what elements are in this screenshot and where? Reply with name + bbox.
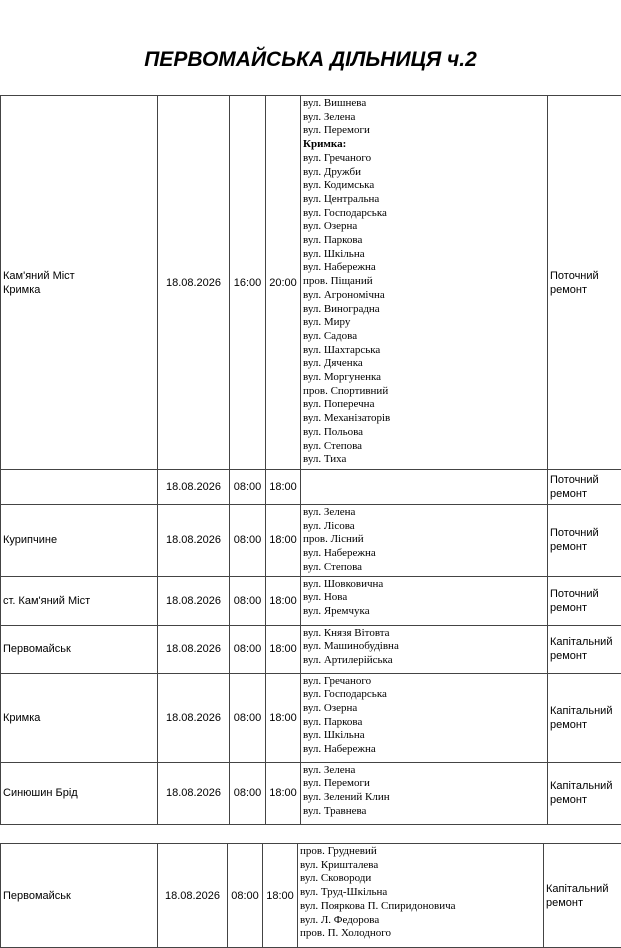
street-item: пров. Спортивний: [303, 385, 545, 399]
streets-cell: [301, 470, 548, 505]
streets-cell: [298, 844, 544, 948]
street-item: вул. Перемоги: [303, 777, 545, 791]
work-type-cell: [548, 673, 621, 762]
schedule-table-continued: [0, 843, 621, 948]
street-item: вул. Набережна: [303, 547, 545, 561]
end-time-cell: 18:00: [266, 625, 301, 673]
street-item: вул. Агрономічна: [303, 289, 545, 303]
date-cell: 18.08.2026: [158, 96, 230, 470]
end-time-cell: 20:00: [266, 96, 301, 470]
settlement-cell: [1, 470, 158, 505]
work-type-text: Поточний: [550, 526, 621, 540]
street-item: вул. Шкільна: [303, 729, 545, 743]
street-item: вул. Перемоги: [303, 124, 545, 138]
street-item: вул. Шкільна: [303, 248, 545, 262]
table-row: [1, 673, 621, 762]
settlement-cell: [1, 762, 158, 824]
street-item: вул. Набережна: [303, 261, 545, 275]
street-item: вул. Яремчука: [303, 605, 545, 619]
start-time-cell: 08:00: [228, 844, 263, 948]
street-item: Кримка:: [303, 138, 545, 152]
street-item: пров. Лісний: [303, 533, 545, 547]
start-time-cell: 16:00: [230, 96, 266, 470]
start-time-cell: 08:00: [230, 625, 266, 673]
street-item: вул. Механізаторів: [303, 412, 545, 426]
street-item: вул. Центральна: [303, 193, 545, 207]
street-item: вул. Сковороди: [300, 872, 541, 886]
start-time-cell: 08:00: [230, 576, 266, 625]
work-type-text: ремонт: [550, 487, 621, 501]
street-item: вул. Кришталева: [300, 859, 541, 873]
street-item: вул. Зелена: [303, 764, 545, 778]
table-row: [1, 96, 621, 470]
work-type-text: Поточний: [550, 269, 621, 283]
date-cell: 18.08.2026: [158, 625, 230, 673]
street-item: вул. Виноградна: [303, 303, 545, 317]
work-type-cell: [548, 470, 621, 505]
work-type-text: ремонт: [550, 649, 621, 663]
street-item: пров. Грудневий: [300, 845, 541, 859]
start-time-cell: 08:00: [230, 505, 266, 577]
street-item: вул. Шовковична: [303, 578, 545, 592]
street-item: вул. Садова: [303, 330, 545, 344]
street-item: вул. Л. Федорова: [300, 914, 541, 928]
work-type-text: Капітальний: [550, 779, 621, 793]
street-item: вул. Озерна: [303, 702, 545, 716]
streets-cell: [301, 762, 548, 824]
settlement-name: Кам'яний Міст: [3, 269, 155, 283]
table-row: [1, 625, 621, 673]
start-time-cell: 08:00: [230, 673, 266, 762]
work-type-text: Поточний: [550, 473, 621, 487]
date-cell: 18.08.2026: [158, 576, 230, 625]
street-item: вул. Пояркова П. Спиридоновича: [300, 900, 541, 914]
street-item: вул. Поперечна: [303, 398, 545, 412]
street-item: вул. Паркова: [303, 716, 545, 730]
streets-cell: [301, 96, 548, 470]
work-type-cell: [548, 762, 621, 824]
settlement-name: Синюшин Брід: [3, 786, 155, 800]
street-item: вул. Зелена: [303, 506, 545, 520]
street-item: вул. Польова: [303, 426, 545, 440]
work-type-cell: [548, 96, 621, 470]
street-item: вул. Моргуненка: [303, 371, 545, 385]
work-type-text: ремонт: [550, 793, 621, 807]
work-type-cell: [544, 844, 621, 948]
date-cell: 18.08.2026: [158, 673, 230, 762]
settlement-name: Кримка: [3, 711, 155, 725]
settlement-name: ст. Кам'яний Міст: [3, 594, 155, 608]
work-type-text: ремонт: [550, 601, 621, 615]
street-item: вул. Вишнева: [303, 97, 545, 111]
street-item: вул. Лісова: [303, 520, 545, 534]
settlement-cell: [1, 625, 158, 673]
table-row: [1, 844, 621, 948]
end-time-cell: 18:00: [266, 673, 301, 762]
schedule-table: [0, 95, 621, 825]
street-item: вул. Труд-Шкільна: [300, 886, 541, 900]
work-type-text: Капітальний: [550, 635, 621, 649]
streets-cell: [301, 673, 548, 762]
settlement-cell: [1, 576, 158, 625]
street-item: вул. Набережна: [303, 743, 545, 757]
street-item: вул. Шахтарська: [303, 344, 545, 358]
street-item: вул. Степова: [303, 440, 545, 454]
end-time-cell: 18:00: [263, 844, 298, 948]
work-type-text: ремонт: [550, 718, 621, 732]
street-item: вул. Степова: [303, 561, 545, 575]
street-item: вул. Князя Вітовта: [303, 627, 545, 641]
date-cell: 18.08.2026: [158, 844, 228, 948]
start-time-cell: 08:00: [230, 762, 266, 824]
settlement-cell: [1, 673, 158, 762]
street-item: вул. Зелений Клин: [303, 791, 545, 805]
table-row: [1, 470, 621, 505]
table-row: [1, 576, 621, 625]
work-type-text: ремонт: [546, 896, 621, 910]
streets-cell: [301, 625, 548, 673]
work-type-cell: [548, 505, 621, 577]
street-item: вул. Паркова: [303, 234, 545, 248]
street-item: вул. Машинобудівна: [303, 640, 545, 654]
work-type-text: ремонт: [550, 283, 621, 297]
street-item: вул. Господарська: [303, 207, 545, 221]
date-cell: 18.08.2026: [158, 470, 230, 505]
work-type-cell: [548, 625, 621, 673]
start-time-cell: 08:00: [230, 470, 266, 505]
work-type-text: ремонт: [550, 540, 621, 554]
end-time-cell: 18:00: [266, 470, 301, 505]
table-row: [1, 762, 621, 824]
street-item: вул. Нова: [303, 591, 545, 605]
date-cell: 18.08.2026: [158, 505, 230, 577]
street-item: вул. Гречаного: [303, 152, 545, 166]
streets-cell: [301, 576, 548, 625]
street-item: вул. Зелена: [303, 111, 545, 125]
settlement-name: Первомайськ: [3, 889, 155, 903]
settlement-cell: [1, 505, 158, 577]
street-item: вул. Дяченка: [303, 357, 545, 371]
work-type-text: Капітальний: [546, 882, 621, 896]
street-item: вул. Артилерійська: [303, 654, 545, 668]
street-item: вул. Травнева: [303, 805, 545, 819]
end-time-cell: 18:00: [266, 576, 301, 625]
page-title: ПЕРВОМАЙСЬКА ДІЛЬНИЦЯ ч.2: [0, 48, 621, 72]
settlement-name: Кримка: [3, 283, 155, 297]
settlement-cell: [1, 96, 158, 470]
settlement-cell: [1, 844, 158, 948]
street-item: вул. Тиха: [303, 453, 545, 467]
settlement-name: Первомайськ: [3, 642, 155, 656]
street-item: пров. П. Холодного: [300, 927, 541, 941]
street-item: вул. Гречаного: [303, 675, 545, 689]
street-item: вул. Миру: [303, 316, 545, 330]
end-time-cell: 18:00: [266, 505, 301, 577]
work-type-cell: [548, 576, 621, 625]
work-type-text: Капітальний: [550, 704, 621, 718]
street-item: вул. Кодимська: [303, 179, 545, 193]
settlement-name: Курипчине: [3, 533, 155, 547]
work-type-text: Поточний: [550, 587, 621, 601]
street-item: вул. Озерна: [303, 220, 545, 234]
table-row: [1, 505, 621, 577]
street-item: вул. Дружби: [303, 166, 545, 180]
end-time-cell: 18:00: [266, 762, 301, 824]
streets-cell: [301, 505, 548, 577]
date-cell: 18.08.2026: [158, 762, 230, 824]
street-item: вул. Господарська: [303, 688, 545, 702]
street-item: пров. Піщаний: [303, 275, 545, 289]
